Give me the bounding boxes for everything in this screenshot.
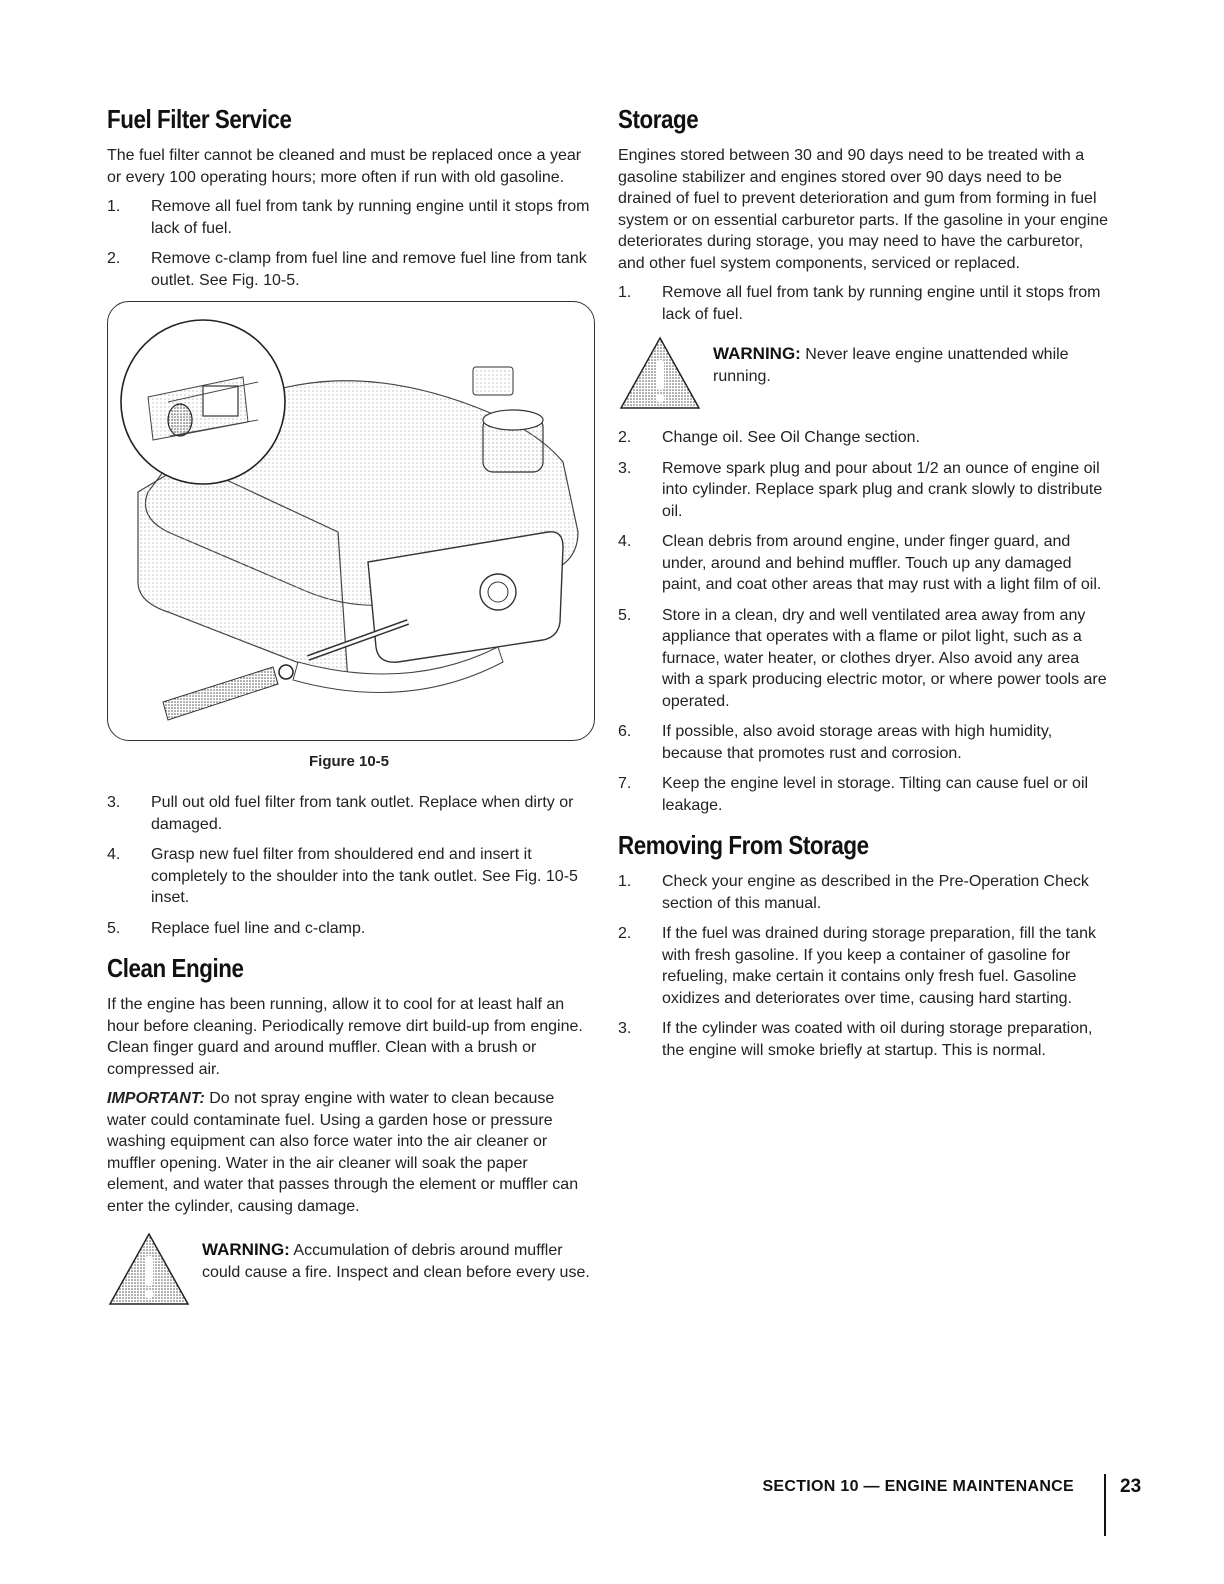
storage-step-1 — [618, 282, 1110, 325]
right-column — [618, 104, 1110, 1070]
warning-label: WARNING: — [202, 1240, 290, 1259]
storage-intro: Engines stored between 30 and 90 days need to be treated with a gasoline stabilizer and engines stored over 90 days need to be drained of fuel to prevent deterioration and gum from forming in fuel system or on essential carburetor parts. If the gasoline in your engine deteriorates during storage, you may need to have the carburetor, and other fuel system components, serviced or replaced. — [618, 147, 1109, 272]
clean-engine-heading: Clean Engine — [107, 953, 244, 983]
warning-text: WARNING: Accumulation of debris around muffler could cause a fire. Inspect and clean before every use. — [202, 1240, 590, 1281]
important-note — [107, 1088, 591, 1217]
fuel-filter-intro: The fuel filter cannot be cleaned and must be replaced once a year or every 100 operating hours; more often if run with old gasoline. — [107, 147, 582, 186]
warning-triangle-icon — [107, 1231, 191, 1307]
page-number: 23 — [1120, 1476, 1142, 1497]
list-item: 3. If the cylinder was coated with oil during storage preparation, the engine will smoke briefly at startup. This is normal. — [618, 1020, 1093, 1059]
list-item: 5. Replace fuel line and c-clamp. — [107, 919, 366, 937]
warning-triangle-icon — [618, 335, 702, 411]
clean-engine-para: If the engine has been running, allow it to cool for at least half an hour before cleaning. Periodically remove dirt build-up from engine. Clean finger guard and around muffler. Clean with a brush or compressed air. — [107, 996, 583, 1078]
list-item: 6. If possible, also avoid storage areas with high humidity, because that promotes rust and corrosion. — [618, 723, 1053, 762]
list-item: 3. Remove spark plug and pour about 1/2 an ounce of engine oil into cylinder. Replace spark plug and crank slowly to distribute oil. — [618, 459, 1103, 520]
list-item: 4. Clean debris from around engine, under finger guard, and under, around and behind muffler. Touch up any damaged paint, and coat other areas that may rust with a light film of oil. — [618, 533, 1102, 593]
list-item: 2. Remove c-clamp from fuel line and remove fuel line from tank outlet. See Fig. 10-5. — [107, 250, 587, 289]
storage-steps — [618, 427, 1110, 816]
storage-heading: Storage — [618, 104, 699, 134]
fuel-filter-heading: Fuel Filter Service — [107, 104, 292, 134]
list-item: 5. Store in a clean, dry and well ventilated area away from any appliance that operates with a flame or pilot light, such as a furnace, water heater, or clothes dryer. Also avoid any area with a spark producing electric motor, or where power tools are operated. — [618, 606, 1107, 710]
list-item: 1. Remove all fuel from tank by running engine until it stops from lack of fuel. — [618, 284, 1101, 323]
important-label: IMPORTANT: — [107, 1090, 205, 1107]
list-item: 1. Remove all fuel from tank by running engine until it stops from lack of fuel. — [107, 198, 590, 237]
warning-label: WARNING: — [713, 344, 801, 363]
list-item: 2. If the fuel was drained during storage preparation, fill the tank with fresh gasoline. If you keep a container of gasoline for refueling, make certain it contains only fresh fuel. Gasoline oxidizes and deteriorates over time, causing hard starting. — [618, 925, 1097, 1007]
warning-text: WARNING: Never leave engine unattended while running. — [713, 344, 1069, 385]
left-column — [107, 104, 591, 1319]
list-item: 4. Grasp new fuel filter from shouldered end and insert it completely to the shoulder into the tank outlet. See Fig. 10-5 inset. — [107, 846, 578, 906]
list-item: 1. Check your engine as described in the Pre-Operation Check section of this manual. — [618, 873, 1089, 912]
fuel-filter-steps-a — [107, 196, 591, 291]
list-item: 2. Change oil. See Oil Change section. — [618, 429, 920, 446]
removing-storage-heading: Removing From Storage — [618, 830, 869, 860]
footer-divider — [1104, 1474, 1106, 1536]
removing-storage-steps — [618, 871, 1110, 1061]
debris-warning — [107, 1231, 591, 1309]
fuel-filter-steps-b — [107, 792, 591, 939]
list-item: 3. Pull out old fuel filter from tank outlet. Replace when dirty or damaged. — [107, 794, 574, 833]
footer-section-title: SECTION 10 — ENGINE MAINTENANCE — [762, 1478, 1074, 1495]
engine-fuel-filter-drawing — [108, 302, 594, 740]
figure-caption: Figure 10-5 — [308, 753, 390, 770]
figure-10-5-illustration — [107, 301, 595, 741]
page-footer — [0, 1478, 1224, 1538]
list-item: 7. Keep the engine level in storage. Tilting can cause fuel or oil leakage. — [618, 775, 1089, 814]
unattended-warning — [618, 335, 1110, 413]
important-text: Do not spray engine with water to clean because water could contaminate fuel. Using a garden hose or pressure washing equipment can also force water into the air cleaner or muffler opening. Water in the air cleaner will soak the paper element, and water that passes through the element or muffler can enter the cylinder, causing damage. — [107, 1090, 579, 1215]
